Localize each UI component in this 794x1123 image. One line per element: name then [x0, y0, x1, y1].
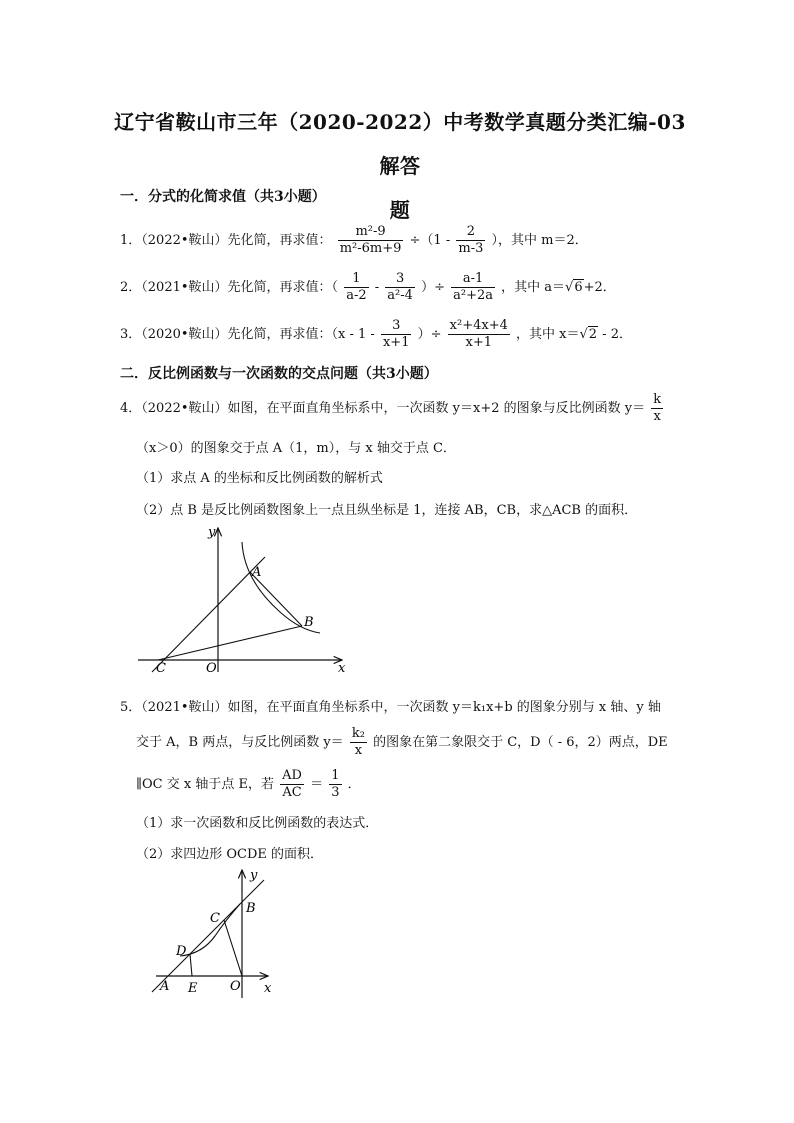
- label-b: B: [246, 901, 256, 916]
- fraction: [350, 726, 367, 759]
- denominator: x: [354, 743, 363, 758]
- operator: ）÷: [421, 280, 445, 295]
- denominator: a-2: [346, 288, 367, 303]
- label-y: y: [250, 868, 258, 883]
- denominator: x: [653, 409, 661, 424]
- label-x: x: [338, 661, 346, 676]
- question-tail-end: +2．: [583, 280, 616, 295]
- fraction: [448, 318, 510, 351]
- fraction: [329, 768, 341, 801]
- operator: ÷（1 -: [409, 233, 451, 248]
- operator: ＝: [310, 777, 324, 792]
- label-c: C: [156, 661, 166, 676]
- label-e: E: [188, 981, 198, 996]
- numerator: 2: [456, 224, 485, 241]
- page-title: [110, 100, 690, 232]
- question-tail: ，其中 x＝: [516, 327, 580, 342]
- segment-de: [190, 954, 192, 976]
- operator: -: [374, 280, 380, 295]
- question-text: ∥OC 交 x 轴于点 E，若: [136, 777, 274, 792]
- segment-cb: [158, 626, 302, 660]
- question-5-line-3: [136, 768, 361, 801]
- numerator: AD: [282, 768, 302, 783]
- title-line-2: 题: [389, 198, 411, 222]
- question-number: 3．: [120, 327, 142, 342]
- sqrt-argument: 2: [588, 327, 598, 342]
- label-a: A: [252, 565, 262, 580]
- question-number: 2．: [120, 280, 142, 295]
- question-3: 3．（2020•鞍山）先化简，再求值：（x - 1 - $\frac{3}{x+1}$ ）÷ $\frac{\text{x²+4x+4}}{x+1}$ ，其中 x＝√2 - 2．: [120, 318, 632, 350]
- label-b: B: [304, 615, 314, 630]
- question-4-line-1: [120, 392, 665, 425]
- figure-q4: [130, 520, 360, 680]
- numerator: m²-9: [338, 224, 404, 241]
- label-o: O: [206, 661, 217, 676]
- title-line-1: 辽宁省鞍山市三年（2020-2022）中考数学真题分类汇编-03解答: [114, 110, 686, 178]
- label-c: C: [210, 911, 220, 926]
- label-y: y: [208, 525, 216, 540]
- question-text: 交于 A，B 两点，与反比例函数 y＝: [136, 735, 344, 750]
- question-tail: ），其中 m＝2．: [491, 233, 588, 248]
- fraction: [338, 224, 404, 257]
- question-text: ．: [347, 777, 361, 792]
- line-ca: [152, 557, 265, 672]
- question-4-part-2: （2）点 B 是反比例函数图象上一点且纵坐标是 1，连接 AB，CB，求△ACB 的面积．: [136, 503, 638, 518]
- label-o: O: [230, 979, 241, 994]
- numerator: 3: [385, 271, 415, 288]
- question-4-part-1: （1）求点 A 的坐标和反比例函数的解析式: [136, 471, 383, 486]
- label-a: A: [160, 979, 170, 994]
- question-2: 2．（2021•鞍山）先化简，再求值：（ $\frac{1}{a-2}$ - $\frac{3}{\text{a²-4}}$ ）÷ $\frac{a-1}{\text{a²+2a}}$ ，其中 a＝√6+2．: [120, 271, 616, 303]
- question-text: 4．（2022•鞍山）如图，在平面直角坐标系中，一次函数 y＝x+2 的图象与反比例函数 y＝: [120, 401, 646, 416]
- question-source: （2020•鞍山）先化简，再求值：（x - 1 -: [141, 327, 375, 342]
- denominator: a²+2a: [453, 288, 494, 303]
- question-5-line-2: [136, 726, 668, 759]
- question-5-part-1: （1）求一次函数和反比例函数的表达式．: [136, 816, 379, 831]
- numerator: k: [653, 392, 662, 407]
- line-ab: [152, 880, 264, 992]
- denominator: m²-6m+9: [339, 241, 402, 256]
- numerator: 1: [331, 768, 340, 783]
- question-5-part-2: （2）求四边形 OCDE 的面积．: [136, 847, 324, 862]
- fraction: [385, 271, 415, 304]
- question-number: 1．: [120, 233, 142, 248]
- segment-oc: [224, 920, 242, 976]
- denominator: x+1: [465, 335, 492, 350]
- denominator: x+1: [382, 335, 410, 350]
- question-1: [120, 224, 588, 257]
- question-source: （2021•鞍山）先化简，再求值：（: [141, 280, 339, 295]
- figure-q5: [140, 866, 290, 1006]
- fraction: [381, 318, 412, 351]
- fraction: [451, 271, 495, 304]
- question-5-line-1: 5．（2021•鞍山）如图，在平面直角坐标系中，一次函数 y＝k₁x+b 的图象分别与 x 轴、y 轴: [120, 700, 661, 715]
- question-4-line-2: （x＞0）的图象交于点 A（1，m），与 x 轴交于点 C．: [136, 441, 456, 456]
- numerator: x²+4x+4: [449, 318, 508, 333]
- numerator: 3: [381, 318, 412, 335]
- numerator: k₂: [351, 726, 365, 741]
- section-heading-1: 一．分式的化简求值（共3小题）: [120, 189, 326, 205]
- numerator: a-1: [451, 271, 495, 288]
- label-x: x: [264, 981, 272, 996]
- operator: ）÷: [417, 327, 442, 342]
- question-tail-end: - 2．: [598, 327, 632, 342]
- label-d: D: [176, 944, 187, 959]
- question-text: 的图象在第二象限交于 C，D（ - 6，2）两点，DE: [373, 735, 668, 750]
- fraction: [344, 271, 368, 304]
- fraction: [456, 224, 485, 257]
- fraction: [280, 768, 304, 801]
- sqrt-argument: 6: [574, 280, 583, 295]
- section-heading-2: 二．反比例函数与一次函数的交点问题（共3小题）: [120, 366, 438, 382]
- segment-ab: [250, 572, 302, 626]
- question-source: （2022•鞍山）先化简，再求值：: [141, 233, 332, 248]
- denominator: m-3: [458, 241, 484, 256]
- denominator: AC: [282, 785, 302, 800]
- numerator: 1: [344, 271, 368, 288]
- fraction: [651, 392, 663, 425]
- denominator: 3: [331, 785, 340, 800]
- denominator: a²-4: [387, 288, 413, 303]
- question-tail: ，其中 a＝: [501, 280, 566, 295]
